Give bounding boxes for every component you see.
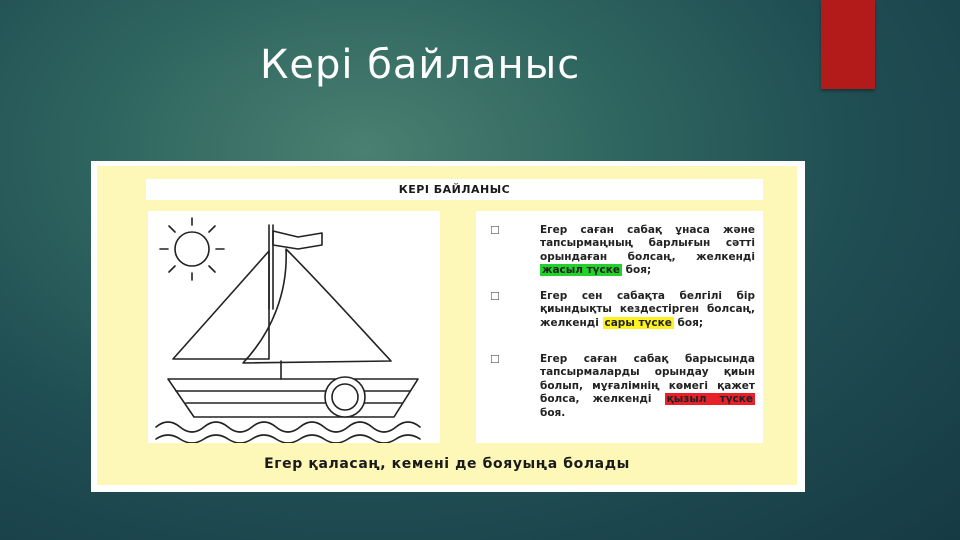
instructions-box — [476, 211, 763, 443]
checkbox-icon: ☐ — [490, 353, 500, 366]
slide-title: Кері байланыс — [260, 42, 581, 88]
card-footer: Егер қаласаң, кемені де бояуыңа болады — [264, 456, 630, 472]
checkbox-icon: ☐ — [490, 224, 500, 237]
highlight-yellow: сары түске — [604, 316, 672, 329]
card-background — [97, 166, 797, 485]
highlight-red: қызыл түске — [666, 393, 754, 406]
sun-shape — [175, 232, 209, 266]
checkbox-icon: ☐ — [490, 290, 500, 303]
left-sail — [173, 251, 269, 359]
highlight-green: жасыл түске — [542, 264, 621, 277]
life-ring — [325, 377, 365, 417]
bullet-green: ☐ Егер саған сабақ ұнаса және тапсырмаңның барлығын сәтті орындаған болсаң, желкенді жасыл түске боя; — [490, 224, 755, 277]
sun-rays — [160, 218, 224, 280]
card-header: КЕРІ БАЙЛАНЫС — [146, 179, 763, 200]
boat-hull — [168, 379, 418, 417]
sailboat-coloring-icon — [148, 211, 440, 443]
accent-bar — [821, 0, 875, 89]
waves — [156, 422, 420, 432]
bullet-red: ☐ Егер саған сабақ барысында тапсырмаларды орындау қиын болып, мұғалімнің көмегі қажет болса, желкенді қызыл түске боя. — [490, 353, 755, 419]
right-sail — [243, 249, 391, 363]
flag — [273, 231, 322, 249]
feedback-card — [91, 161, 805, 492]
bullet-yellow: ☐ Егер сен сабақта белгілі бір қиындықты кездестірген болсаң, желкенді сары түске боя; — [490, 290, 755, 329]
sailboat-picture — [148, 211, 440, 443]
